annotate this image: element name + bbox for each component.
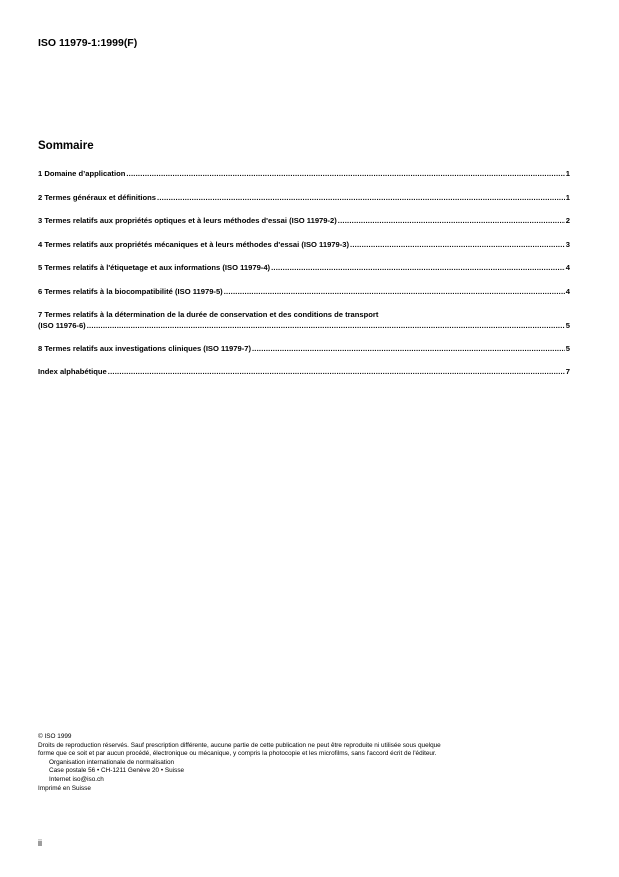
toc-leader-dots [108,366,565,378]
toc-entry-text: 3 Termes relatifs aux propriétés optiques et à leurs méthodes d'essai (ISO 11979-2) [38,216,337,225]
toc-entry-page: 7 [565,367,570,376]
toc-entry-3[interactable] [38,215,570,227]
toc-entry-text: 5 Termes relatifs à l'étiquetage et aux informations (ISO 11979-4) [38,263,271,272]
toc-entry-page: 3 [565,239,570,249]
toc-leader-dots [87,320,565,331]
toc-entry-page: 4 [565,286,570,296]
toc-leader-dots [157,192,565,204]
toc-entry-page: 5 [565,343,570,353]
toc-entry-text-line1: 7 Termes relatifs à la détermination de la durée de conservation et des conditions de transport [38,310,379,319]
document-header: ISO 11979-1:1999(F) [38,37,138,49]
toc-entry-text: Index alphabétique [38,367,107,376]
rights-text-line1: Droits de reproduction réservés. Sauf prescription différente, aucune partie de cette publication ne peut être reproduite ni utilisée sous quelque [38,741,441,749]
toc-leader-dots [126,168,564,180]
toc-entry-text-line2: (ISO 11976-6) [38,321,86,330]
toc-entry-text: 2 Termes généraux et définitions [38,192,157,202]
toc-leader-dots [338,215,565,227]
toc-entry-text: 8 Termes relatifs aux investigations cliniques (ISO 11979-7) [38,343,251,353]
toc-entry-text: 4 Termes relatifs aux propriétés mécaniques et à leurs méthodes d'essai (ISO 11979-3) [38,239,350,249]
toc-entry-page: 4 [565,263,570,272]
toc-entry-7[interactable] [38,309,570,331]
page-number: ii [38,838,42,848]
toc-entry-1[interactable] [38,168,570,180]
toc-entry-page: 5 [565,321,570,330]
toc-entry-text: 1 Domaine d’application [38,169,126,178]
toc-entry-6[interactable] [38,286,570,298]
toc-entry-page: 1 [565,192,570,202]
toc-entry-8[interactable] [38,343,570,355]
organization-name: Organisation internationale de normalisation [49,758,175,766]
toc-leader-dots [252,343,565,355]
rights-text-line2: forme que ce soit et par aucun procédé, électronique ou mécanique, y compris la photocopie et les microfilms, sans l'accord écrit de l'éditeur. [38,750,437,758]
toc-entry-2[interactable] [38,192,570,204]
toc-entry-text: 6 Termes relatifs à la biocompatibilité (ISO 11979-5) [38,286,223,296]
toc-entry-5[interactable] [38,262,570,274]
toc-leader-dots [224,286,565,298]
postal-address: Case postale 56 • CH-1211 Genève 20 • Suisse [49,767,185,775]
printed-in: Imprimé en Suisse [38,784,91,792]
toc-entry-4[interactable] [38,239,570,251]
toc-leader-dots [271,262,565,274]
copyright-notice: © ISO 1999 [38,733,72,740]
copyright-block [38,733,578,793]
toc-entry-page: 2 [565,216,570,225]
internet-contact[interactable]: Internet iso@iso.ch [49,775,104,783]
toc-title: Sommaire [38,140,94,152]
toc-entry-index[interactable] [38,366,570,378]
toc-leader-dots [350,239,565,251]
table-of-contents [38,168,570,390]
toc-entry-page: 1 [565,169,570,178]
